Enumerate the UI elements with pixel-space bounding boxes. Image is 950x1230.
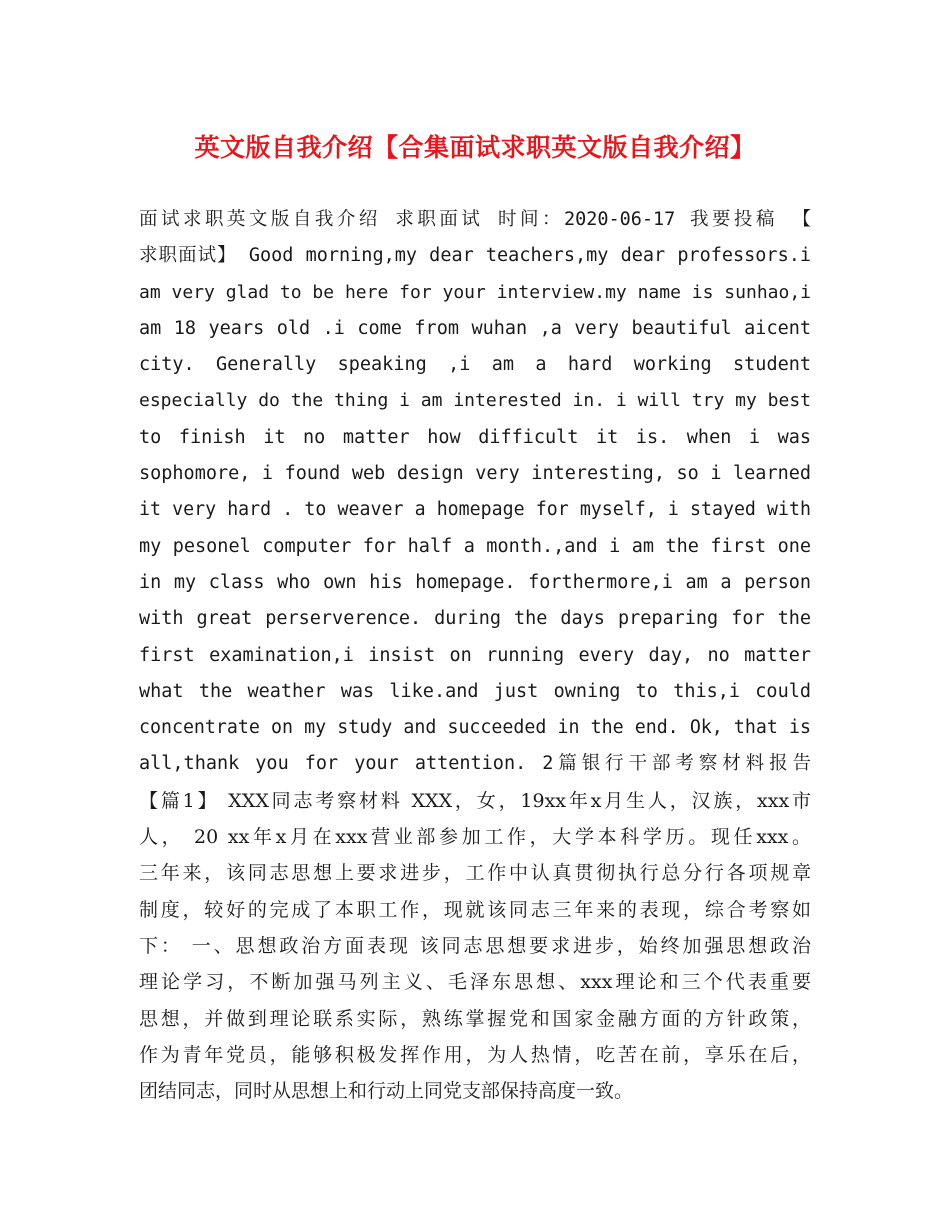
body-line: it very hard . to weaver a homepage for myself, i stayed with [139, 499, 811, 521]
body-line: 下： 一、思想政治方面表现 该同志思想要求进步，始终加强思想政治 [139, 934, 811, 957]
body-line: 人， 20 xx年x月在xxx营业部参加工作，大学本科学历。现任xxx。 [139, 826, 811, 849]
body-line-last: 团结同志，同时从思想上和行动上同党支部保持高度一致。 [139, 1080, 634, 1103]
body-line: with great perserverence. during the days preparing for the [139, 608, 811, 630]
body-line: 三年来，该同志思想上要求进步，工作中认真贯彻执行总分行各项规章 [139, 862, 811, 885]
body-line: 理论学习，不断加强马列主义、毛泽东思想、xxx理论和三个代表重要 [139, 971, 811, 994]
body-line: all,thank you for your attention. 2篇银行干部考察材料报告 [139, 753, 811, 775]
body-line: am very glad to be here for your interview.my name is sunhao,i [139, 281, 811, 303]
body-line: 求职面试】 Good morning,my dear teachers,my dear professors.i [139, 245, 811, 267]
body-line: 面试求职英文版自我介绍 求职面试 时间：2020-06-17 我要投稿 【 [139, 209, 811, 230]
body-line: what the weather was like.and just owning to this,i could [139, 680, 811, 702]
body-line: in my class who own his homepage. forthermore,i am a person [139, 571, 811, 593]
body-line: am 18 years old .i come from wuhan ,a very beautiful aicent [139, 317, 811, 339]
body-line: especially do the thing i am interested in. i will try my best [139, 390, 811, 412]
body-line: sophomore, i found web design very interesting, so i learned [139, 463, 811, 485]
body-line: city. Generally speaking ,i am a hard working student [139, 354, 811, 376]
body-line: 作为青年党员，能够积极发挥作用，为人热情，吃苦在前，享乐在后， [139, 1043, 811, 1066]
body-line: first examination,i insist on running every day, no matter [139, 644, 811, 666]
document-title: 英文版自我介绍【合集面试求职英文版自我介绍】 [194, 133, 756, 162]
body-line: to finish it no matter how difficult it is. when i was [139, 426, 811, 448]
document-body [139, 202, 811, 1109]
body-line: 思想，并做到理论联系实际，熟练掌握党和国家金融方面的方针政策， [139, 1007, 811, 1030]
body-line: 制度，较好的完成了本职工作，现就该同志三年来的表现，综合考察如 [139, 898, 811, 921]
body-line: my pesonel computer for half a month.,and i am the first one [139, 535, 811, 557]
body-line: concentrate on my study and succeeded in the end. Ok, that is [139, 717, 811, 739]
body-line: 【篇1】 XXX同志考察材料 XXX，女，19xx年x月生人，汉族，xxx市 [139, 789, 811, 812]
